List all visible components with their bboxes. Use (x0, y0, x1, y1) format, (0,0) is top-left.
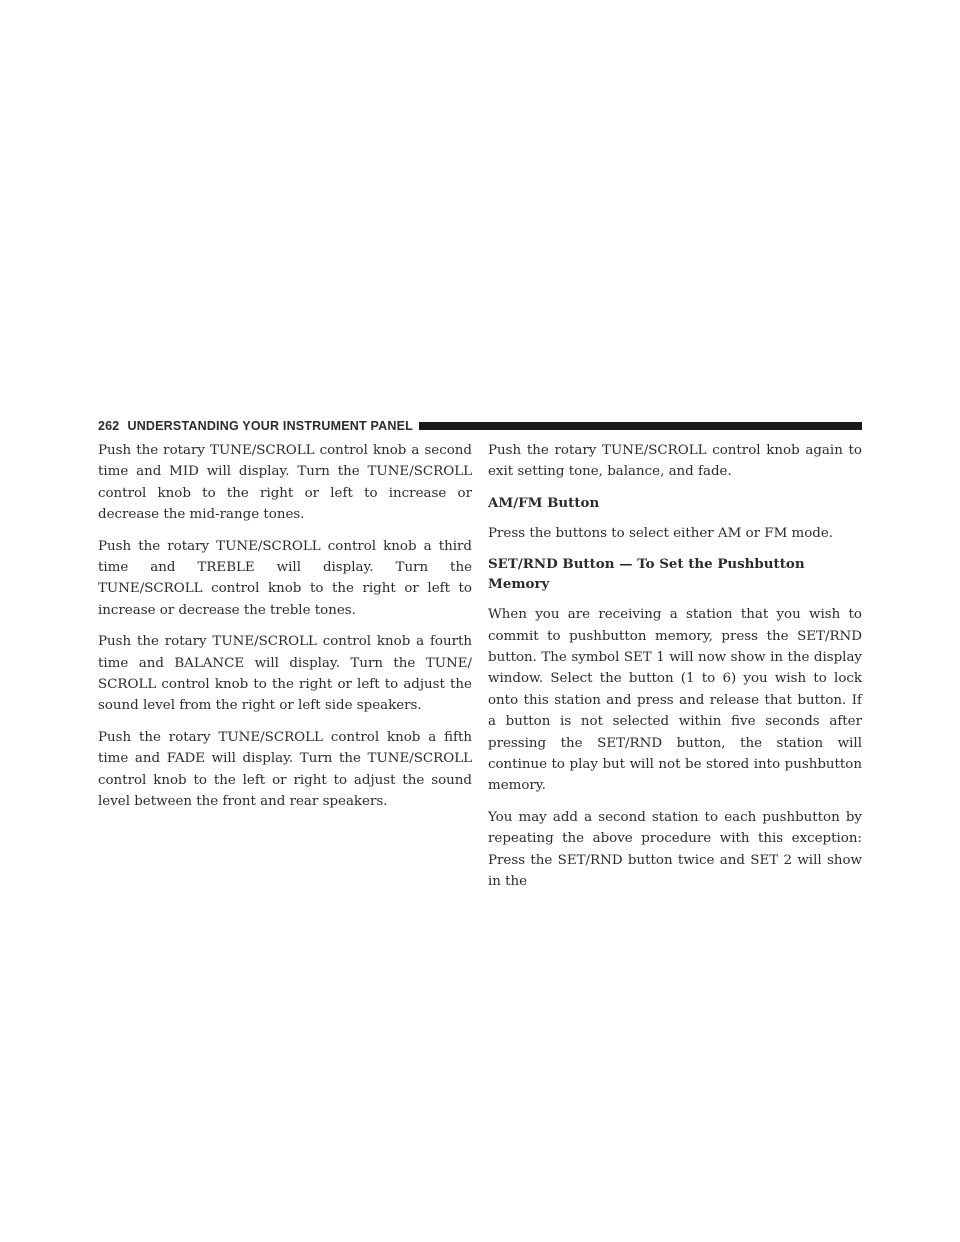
paragraph-balance: Push the rotary TUNE/SCROLL control knob a fourth time and BALANCE will display. Turn the TUNE/ SCROLL control knob to the right or left to adjust the sound level from the right or left side speakers. (98, 634, 472, 714)
page-header (98, 418, 862, 434)
paragraph-exit-setting: Push the rotary TUNE/SCROLL control knob again to exit setting tone, balance, and fade. (488, 443, 862, 480)
paragraph-fade: Push the rotary TUNE/SCROLL control knob a fifth time and FADE will display. Turn the TUNE/SCROLL control knob to the left or right to adjust the sound level between the front and rear speakers. (98, 729, 472, 810)
left-column (98, 440, 472, 823)
paragraph-mid: Push the rotary TUNE/SCROLL control knob a second time and MID will display. Turn the TUNE/SCROLL control knob to the right or left to increase or decrease the mid-range tones. (98, 443, 472, 523)
heading-amfm-button: AM/FM Button (488, 494, 600, 511)
right-column (488, 440, 862, 903)
paragraph-second-station: You may add a second station to each pushbutton by repeating the above procedure with this exception: Press the SET/RND button twice and SET 2 will show in the (488, 809, 862, 890)
page-number: 262 (98, 419, 120, 433)
paragraph-amfm: Press the buttons to select either AM or FM mode. (488, 525, 834, 541)
header-rule (419, 422, 862, 430)
paragraph-treble: Push the rotary TUNE/SCROLL control knob a third time and TREBLE will display. Turn the TUNE/SCROLL control knob to the right or left to increase or decrease the treble tones. (98, 538, 472, 618)
section-title: UNDERSTANDING YOUR INSTRUMENT PANEL (127, 419, 413, 433)
heading-set-rnd-button: SET/RND Button — To Set the Pushbutton Memory (488, 556, 805, 593)
paragraph-set-memory: When you are receiving a station that you wish to commit to pushbutton memory, press the SET/RND button. The symbol SET 1 will now show in the display window. Select the button (1 to 6) you wish to lock onto this station and press and release that button. If a button is not selected within five seconds after pressing the SET/RND button, the station will continue to play but will not be stored into pushbutton memory. (488, 607, 862, 794)
